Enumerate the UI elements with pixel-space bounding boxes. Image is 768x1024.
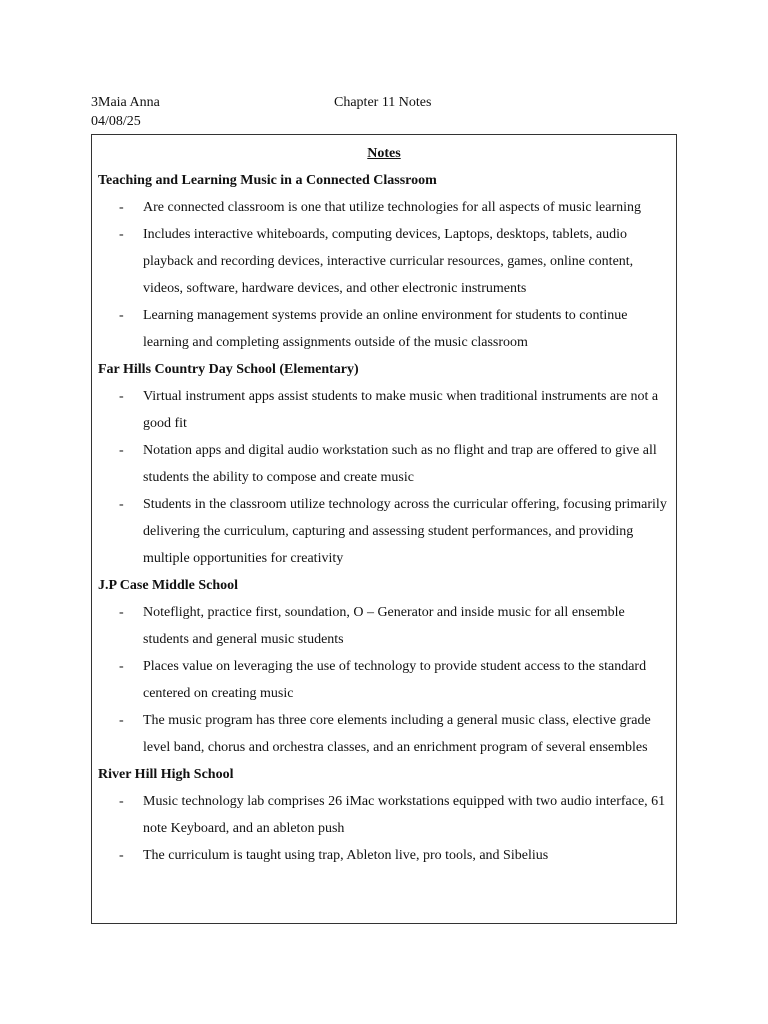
- notes-title: Notes: [367, 146, 401, 161]
- dash-bullet-icon: -: [119, 848, 124, 863]
- bullet-item: [98, 653, 670, 707]
- bullet-item: [98, 221, 670, 302]
- bullet-text: Notation apps and digital audio workstation such as no flight and trap are offered to give all students the ability to compose and create music: [143, 443, 657, 485]
- bullet-item: [98, 194, 670, 221]
- bullet-text: Noteflight, practice first, soundation, O – Generator and inside music for all ensemble students and general music students: [143, 605, 625, 647]
- dash-bullet-icon: -: [119, 794, 124, 809]
- dash-bullet-icon: -: [119, 497, 124, 512]
- bullet-item: [98, 437, 670, 491]
- dash-bullet-icon: -: [119, 308, 124, 323]
- section-heading: Far Hills Country Day School (Elementary): [98, 362, 359, 377]
- section-heading: J.P Case Middle School: [98, 578, 239, 593]
- bullet-list: [98, 194, 670, 356]
- bullet-text: The music program has three core elements including a general music class, elective grade level band, chorus and orchestra classes, and an enrichment program of several ensembles: [143, 713, 651, 755]
- bullet-item: [98, 707, 670, 761]
- bullet-text: Learning management systems provide an online environment for students to continue learning and completing assignments outside of the music classroom: [143, 308, 628, 350]
- bullet-item: [98, 599, 670, 653]
- bullet-list: [98, 788, 670, 869]
- bullet-list: [98, 599, 670, 761]
- document-title: Chapter 11 Notes: [334, 95, 432, 110]
- section-heading: River Hill High School: [98, 767, 234, 782]
- dash-bullet-icon: -: [119, 389, 124, 404]
- dash-bullet-icon: -: [119, 443, 124, 458]
- notes-box: [91, 134, 677, 924]
- bullet-item: [98, 383, 670, 437]
- bullet-text: Includes interactive whiteboards, computing devices, Laptops, desktops, tablets, audio playback and recording devices, interactive curricular resources, games, online content, videos, software, hardware devices, and other electronic instruments: [143, 227, 634, 296]
- bullet-text: Virtual instrument apps assist students to make music when traditional instruments are not a good fit: [143, 389, 659, 431]
- dash-bullet-icon: -: [119, 200, 124, 215]
- bullet-list: [98, 383, 670, 572]
- section-heading: Teaching and Learning Music in a Connected Classroom: [98, 173, 437, 188]
- bullet-item: [98, 788, 670, 842]
- bullet-text: Music technology lab comprises 26 iMac workstations equipped with two audio interface, 61 note Keyboard, and an ableton push: [143, 794, 666, 836]
- dash-bullet-icon: -: [119, 659, 124, 674]
- bullet-text: Are connected classroom is one that utilize technologies for all aspects of music learning: [143, 200, 642, 215]
- bullet-text: Students in the classroom utilize technology across the curricular offering, focusing primarily delivering the curriculum, capturing and assessing student performances, and providing multiple opportunities for creativity: [143, 497, 667, 566]
- bullet-item: [98, 491, 670, 572]
- bullet-text: The curriculum is taught using trap, Ableton live, pro tools, and Sibelius: [143, 848, 549, 863]
- dash-bullet-icon: -: [119, 605, 124, 620]
- dash-bullet-icon: -: [119, 713, 124, 728]
- author-name: 3Maia Anna: [91, 95, 160, 110]
- bullet-item: [98, 302, 670, 356]
- bullet-text: Places value on leveraging the use of technology to provide student access to the standard centered on creating music: [143, 659, 647, 701]
- dash-bullet-icon: -: [119, 227, 124, 242]
- bullet-item: [98, 842, 670, 869]
- document-date: 04/08/25: [91, 114, 141, 129]
